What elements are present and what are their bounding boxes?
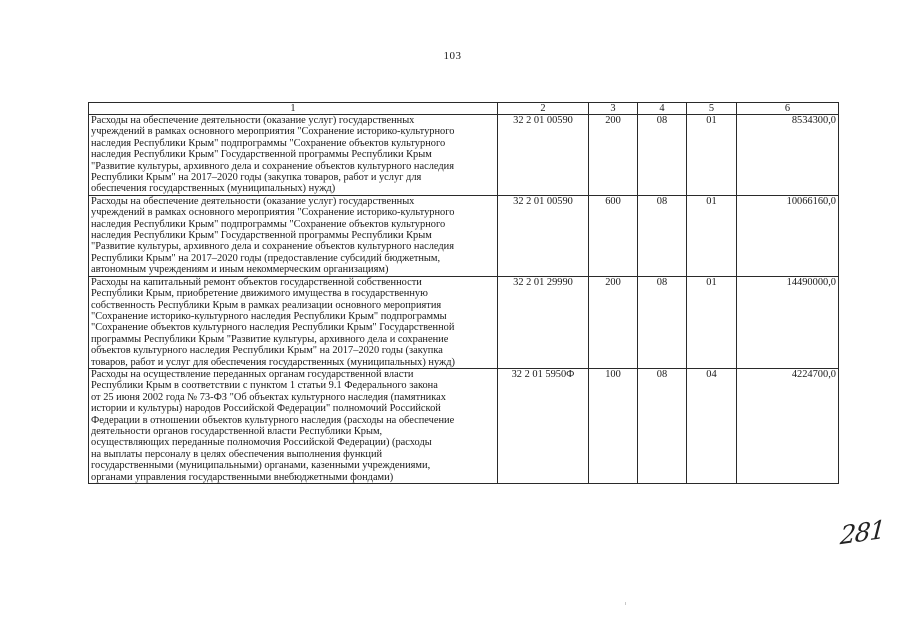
row-col3: 600	[589, 195, 638, 276]
row-col5: 01	[687, 195, 737, 276]
row-col4: 08	[638, 276, 687, 368]
header-col-6: 6	[737, 103, 839, 115]
header-col-5: 5	[687, 103, 737, 115]
row-description: Расходы на капитальный ремонт объектов государственной собственности Республики Крым, приобретение движимого имущества в государственную собственность Республики Крым в рамках реализации основного мероприятия "Сохранение историко-культурного наследия Республики Крым" подпрограммы "Сохранение объектов культурного наследия Республики Крым" Государственной программы Республики Крым "Развитие культуры, архивного дела и сохранение объектов культурного наследия Республики Крым" на 2017–2020 годы (закупка товаров, работ и услуг для обеспечения государственных (муниципальных) нужд)	[89, 276, 498, 368]
row-amount: 14490000,0	[737, 276, 839, 368]
table-row	[89, 368, 839, 483]
handwritten-page-number: 281	[839, 514, 886, 551]
row-description: Расходы на осуществление переданных органам государственной власти Республики Крым в соответствии с пунктом 1 статьи 9.1 Федерального закона от 25 июня 2002 года № 73-ФЗ "Об объектах культурного наследия (памятниках истории и культуры) народов Российской Федерации" полномочий Российской Федерации в отношении объектов культурного наследия (расходы на обеспечение деятельности органов государственной власти Республики Крым, осуществляющих переданные полномочия Российской Федерации) (расходы на выплаты персоналу в целях обеспечения выполнения функций государственными (муниципальными) органами, казенными учреждениями, органами управления государственными внебюджетными фондами)	[89, 368, 498, 483]
header-col-1: 1	[89, 103, 498, 115]
row-col3: 100	[589, 368, 638, 483]
row-description: Расходы на обеспечение деятельности (оказание услуг) государственных учреждений в рамках основного мероприятия "Сохранение историко-культурного наследия Республики Крым" подпрограммы "Сохранение объектов культурного наследия Республики Крым" Государственной программы Республики Крым "Развитие культуры, архивного дела и сохранение объектов культурного наследия Республики Крым" на 2017–2020 годы (закупка товаров, работ и услуг для обеспечения государственных (муниципальных) нужд)	[89, 115, 498, 196]
budget-table	[88, 102, 839, 484]
row-description: Расходы на обеспечение деятельности (оказание услуг) государственных учреждений в рамках основного мероприятия "Сохранение историко-культурного наследия Республики Крым" подпрограммы "Сохранение объектов культурного наследия Республики Крым" Государственной программы Республики Крым "Развитие культуры, архивного дела и сохранение объектов культурного наследия Республики Крым" на 2017–2020 годы (предоставление субсидий бюджетным, автономным учреждениям и иным некоммерческим организациям)	[89, 195, 498, 276]
header-col-2: 2	[498, 103, 589, 115]
row-code: 32 2 01 5950Ф	[498, 368, 589, 483]
row-col4: 08	[638, 195, 687, 276]
row-col5: 04	[687, 368, 737, 483]
header-col-4: 4	[638, 103, 687, 115]
table-row	[89, 276, 839, 368]
row-col3: 200	[589, 276, 638, 368]
scan-speck	[625, 602, 626, 605]
header-col-3: 3	[589, 103, 638, 115]
row-col3: 200	[589, 115, 638, 196]
page-number: 103	[443, 50, 462, 62]
table-row	[89, 115, 839, 196]
row-code: 32 2 01 00590	[498, 195, 589, 276]
table-row	[89, 195, 839, 276]
row-amount: 8534300,0	[737, 115, 839, 196]
header-row	[89, 103, 839, 115]
row-col4: 08	[638, 368, 687, 483]
row-code: 32 2 01 00590	[498, 115, 589, 196]
row-code: 32 2 01 29990	[498, 276, 589, 368]
row-col5: 01	[687, 276, 737, 368]
row-col5: 01	[687, 115, 737, 196]
row-amount: 10066160,0	[737, 195, 839, 276]
row-col4: 08	[638, 115, 687, 196]
row-amount: 4224700,0	[737, 368, 839, 483]
